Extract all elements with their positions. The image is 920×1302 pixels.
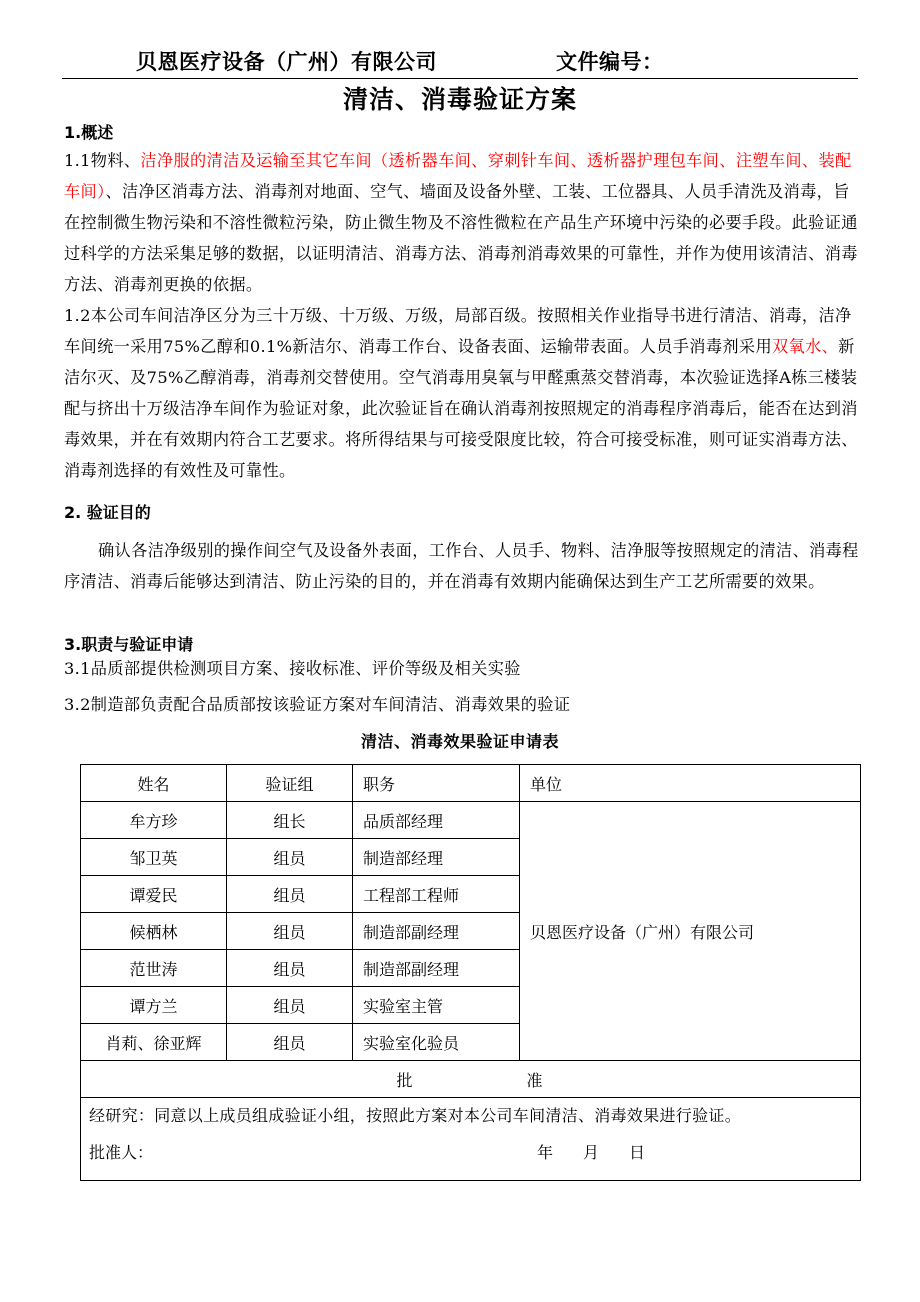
approval-heading <box>81 1061 861 1098</box>
member-name: 范世涛 <box>81 950 227 987</box>
approval-statement: 经研究：同意以上成员组成验证小组，按照此方案对本公司车间清洁、消毒效果进行验证。 <box>89 1106 742 1125</box>
member-position: 实验室主管 <box>353 987 520 1024</box>
header-group: 验证组 <box>227 765 353 802</box>
paragraph-1-2-prefix: 1.2本公司车间洁净区分为三十万级、十万级、万级，局部百级。按照相关作业指导书进行清洁、消毒，洁净车间统一采用75%乙醇和0.1%新洁尔、消毒工作台、设备表面、运输带表面。人员手消毒剂采用 <box>64 306 852 356</box>
date-year-label: 年 <box>537 1143 554 1162</box>
member-name: 谭方兰 <box>81 987 227 1024</box>
paragraph-1-1-highlight: 洁净服的清洁及运输至其它车间（透析器车间、穿刺针车间、透析器护理包车间、注塑车间、装配车间） <box>64 151 852 201</box>
member-position: 制造部副经理 <box>353 913 520 950</box>
member-name: 牟方珍 <box>81 802 227 839</box>
member-position: 实验室化验员 <box>353 1024 520 1061</box>
approval-heading-row <box>81 1061 861 1098</box>
document-title: 清洁、消毒验证方案 <box>342 85 577 114</box>
member-position: 工程部工程师 <box>353 876 520 913</box>
approval-date <box>537 1140 645 1163</box>
member-position: 品质部经理 <box>353 802 520 839</box>
date-month-label: 月 <box>583 1143 600 1162</box>
header-file-number-label: 文件编号： <box>556 50 664 74</box>
member-group: 组员 <box>227 913 353 950</box>
member-name: 谭爱民 <box>81 876 227 913</box>
paragraph-1-1-prefix: 1.1物料、 <box>64 151 141 170</box>
approval-char-1: 批 <box>396 1070 415 1090</box>
section3-heading: 3.职责与验证申请 <box>64 635 194 654</box>
approver-label: 批准人： <box>89 1143 154 1162</box>
header-position: 职务 <box>353 765 520 802</box>
approver-line <box>89 1140 852 1164</box>
paragraph-1-2 <box>64 300 860 486</box>
header-name: 姓名 <box>81 765 227 802</box>
table-title: 清洁、消毒效果验证申请表 <box>360 732 559 751</box>
section3-item-2: 3.2制造部负责配合品质部按该验证方案对车间清洁、消毒效果的验证 <box>64 695 571 714</box>
member-name: 候栖林 <box>81 913 227 950</box>
section3-item-1: 3.1品质部提供检测项目方案、接收标准、评价等级及相关实验 <box>64 659 521 678</box>
section2-heading: 2. 验证目的 <box>64 503 151 522</box>
member-group: 组员 <box>227 839 353 876</box>
member-name: 邹卫英 <box>81 839 227 876</box>
member-group: 组员 <box>227 1024 353 1061</box>
paragraph-1-1 <box>64 145 860 300</box>
member-name: 肖莉、徐亚辉 <box>81 1024 227 1061</box>
member-group: 组长 <box>227 802 353 839</box>
section2-body: 确认各洁净级别的操作间空气及设备外表面，工作台、人员手、物料、洁净服等按照规定的清洁、消毒程序清洁、消毒后能够达到清洁、防止污染的目的，并在消毒有效期内能确保达到生产工艺所需要的效果。 <box>64 541 859 591</box>
table-header-row <box>81 765 861 802</box>
member-unit: 贝恩医疗设备（广州）有限公司 <box>520 802 861 1061</box>
table-row <box>81 802 861 839</box>
member-group: 组员 <box>227 987 353 1024</box>
approval-char-2: 准 <box>526 1070 545 1090</box>
member-group: 组员 <box>227 876 353 913</box>
paragraph-1-2-highlight: 双氧水、 <box>771 337 839 356</box>
paragraph-1-1-body: 、洁净区消毒方法、消毒剂对地面、空气、墙面及设备外壁、工装、工位器具、人员手清洗及消毒，旨在控制微生物污染和不溶性微粒污染，防止微生物及不溶性微粒在产品生产环境中污染的必要手段。此验证通过科学的方法采集足够的数据，以证明清洁、消毒方法、消毒剂消毒效果的可靠性，并作为使用该清洁、消毒方法、消毒剂更换的依据。 <box>64 182 858 294</box>
section1-heading: 1.概述 <box>64 123 114 142</box>
paragraph-1-2-body: 新洁尔灭、及75%乙醇消毒，消毒剂交替使用。空气消毒用臭氧与甲醛熏蒸交替消毒，本次验证选择A栋三楼装配与挤出十万级洁净车间作为验证对象，此次验证旨在确认消毒剂按照规定的消毒程序消毒后，能否在达到消毒效果，并在有效期内符合工艺要求。将所得结果与可接受限度比较，符合可接受标准，则可证实消毒方法、消毒剂选择的有效性及可靠性。 <box>64 337 858 480</box>
header-divider <box>62 78 858 79</box>
application-table <box>80 764 861 1181</box>
member-group: 组员 <box>227 950 353 987</box>
header-unit: 单位 <box>520 765 861 802</box>
member-position: 制造部副经理 <box>353 950 520 987</box>
header-company-name: 贝恩医疗设备（广州）有限公司 <box>136 50 437 74</box>
approval-content-row <box>81 1098 861 1181</box>
member-position: 制造部经理 <box>353 839 520 876</box>
date-day-label: 日 <box>629 1143 646 1162</box>
approval-content <box>81 1098 861 1181</box>
